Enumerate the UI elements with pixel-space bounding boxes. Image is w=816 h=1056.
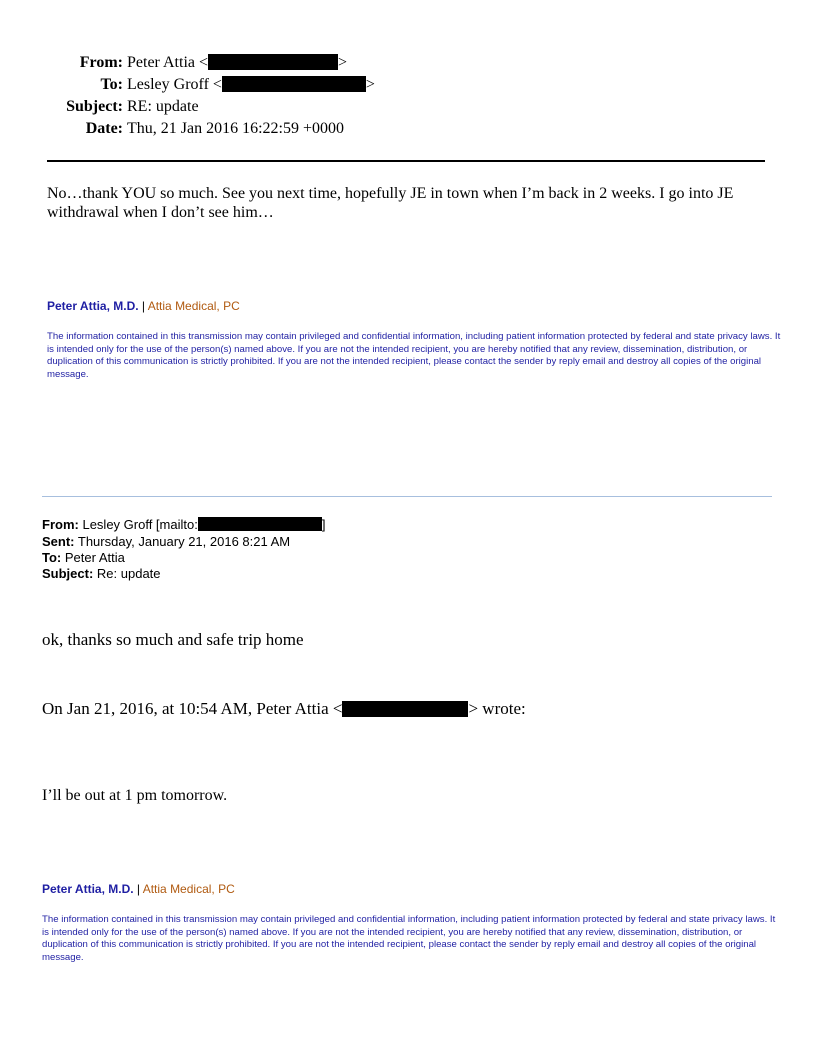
header-to-label: To: bbox=[100, 76, 123, 93]
fwd-to-row bbox=[42, 550, 125, 565]
fwd-sent-value: Thursday, January 21, 2016 8:21 AM bbox=[77, 534, 291, 549]
redaction-bar bbox=[208, 54, 338, 70]
signature-org: Attia Medical, PC bbox=[142, 882, 235, 896]
quote-attribution bbox=[42, 699, 526, 719]
header-subject-label: Subject: bbox=[66, 98, 123, 115]
confidentiality-disclaimer: The information contained in this transmission may contain privileged and confidential information, including patient information protected by federal and state privacy laws. It is intended only for the use of the person(s) named above. If you are not the intended recipient, you are hereby notified that any review, dissemination, distribution, or duplication of this communication is strictly prohibited. If you are not the intended recipient, please contact the sender by reply email and destroy all copies of the original message. bbox=[42, 914, 776, 963]
header-from-value bbox=[127, 53, 347, 73]
redaction-bar bbox=[222, 76, 366, 92]
to-name: Lesley Groff < bbox=[127, 76, 222, 93]
signature-org: Attia Medical, PC bbox=[147, 299, 240, 313]
to-tail: > bbox=[365, 76, 375, 93]
fwd-sent-label: Sent: bbox=[42, 534, 75, 549]
fwd-to-label: To: bbox=[42, 550, 62, 565]
signature-name: Peter Attia, M.D. bbox=[47, 299, 139, 313]
reply-body: ok, thanks so much and safe trip home bbox=[42, 630, 304, 649]
quote-tail: > wrote: bbox=[468, 699, 526, 718]
fwd-subject-row bbox=[42, 566, 161, 581]
fwd-from-label: From: bbox=[42, 517, 79, 532]
signature-separator: | bbox=[136, 882, 141, 896]
quoted-body: I’ll be out at 1 pm tomorrow. bbox=[42, 787, 228, 804]
from-name: Peter Attia < bbox=[127, 54, 209, 71]
reply-divider bbox=[42, 496, 772, 497]
signature-line bbox=[47, 299, 240, 313]
fwd-from-row bbox=[42, 517, 325, 532]
header-from-label: From: bbox=[79, 54, 123, 71]
signature-separator: | bbox=[141, 299, 146, 313]
header-date-label: Date: bbox=[85, 120, 123, 137]
header-divider bbox=[47, 160, 765, 162]
redaction-bar bbox=[342, 701, 468, 717]
header-subject-value: RE: update bbox=[127, 98, 199, 115]
quote-intro: On Jan 21, 2016, at 10:54 AM, Peter Attia < bbox=[42, 699, 343, 718]
signature-name: Peter Attia, M.D. bbox=[42, 882, 134, 896]
fwd-sent-row bbox=[42, 534, 290, 549]
header-date-value: Thu, 21 Jan 2016 16:22:59 +0000 bbox=[127, 120, 345, 137]
redaction-bar bbox=[198, 517, 322, 531]
fwd-subject-label: Subject: bbox=[42, 566, 94, 581]
message-body: No…thank YOU so much. See you next time, hopefully JE in town when I’m back in 2 weeks. I go into JE withdrawal when I don’t see him… bbox=[47, 185, 734, 221]
fwd-from-value: Lesley Groff [mailto: bbox=[82, 517, 198, 532]
header-to-value bbox=[127, 75, 375, 95]
confidentiality-disclaimer: The information contained in this transmission may contain privileged and confidential information, including patient information protected by federal and state privacy laws. It is intended only for the use of the person(s) named above. If you are not the intended recipient, you are hereby notified that any review, dissemination, distribution, or duplication of this communication is strictly prohibited. If you are not the intended recipient, please contact the sender by reply email and destroy all copies of the original message. bbox=[47, 331, 781, 380]
from-tail: > bbox=[338, 54, 348, 71]
fwd-subject-value: Re: update bbox=[96, 566, 161, 581]
signature-line bbox=[42, 882, 235, 896]
fwd-to-value: Peter Attia bbox=[64, 550, 125, 565]
fwd-from-tail: ] bbox=[321, 517, 326, 532]
